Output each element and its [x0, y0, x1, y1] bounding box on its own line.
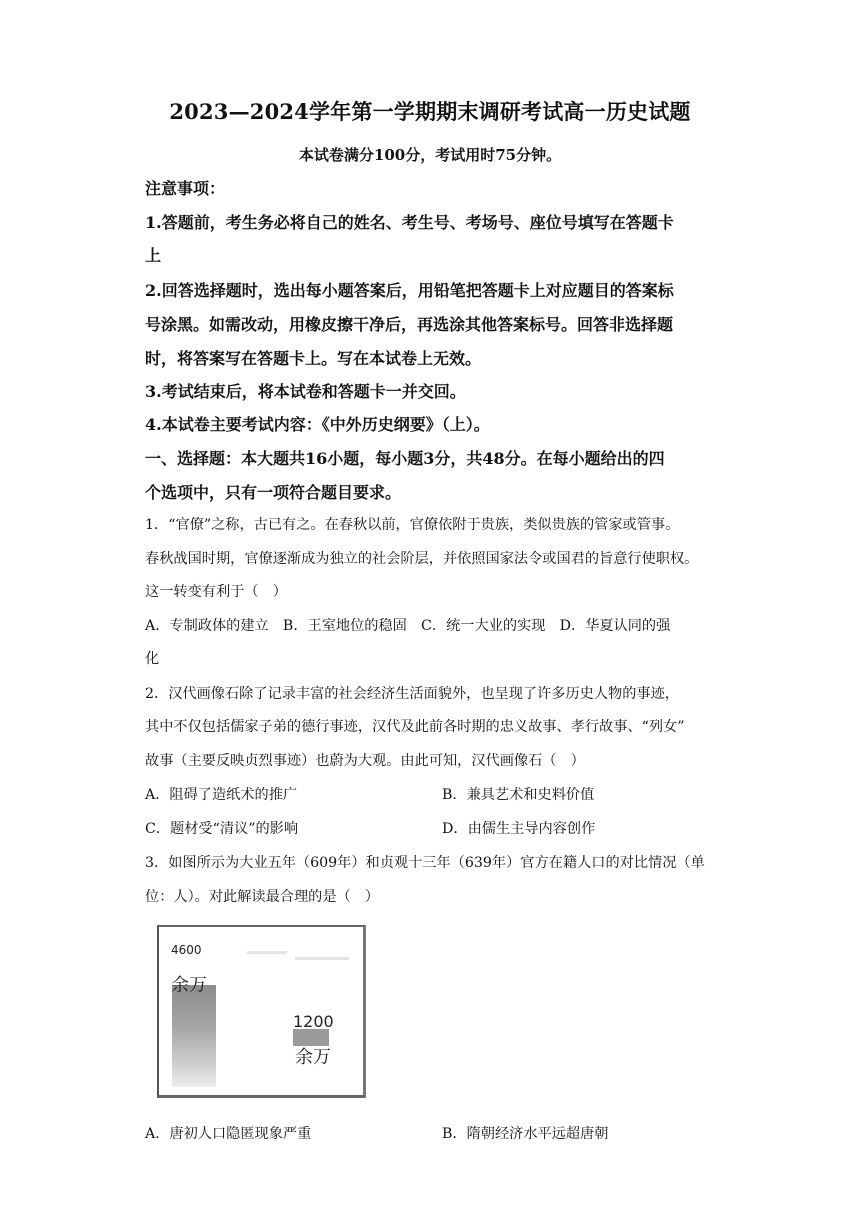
q2-stem-line-1: 2．汉代画像石除了记录丰富的社会经济生活面貌外，也呈现了许多历史人物的事迹， [145, 686, 679, 702]
q1-stem-line-3: 这一转变有利于（ ） [145, 584, 287, 600]
notice-item-3: 3.考试结束后，将本试卷和答题卡一并交回。 [145, 382, 466, 401]
q2-stem-line-2: 其中不仅包括儒家子弟的德行事迹，汉代及此前各时期的忠义故事、孝行故事、“列女” [145, 719, 685, 735]
notice-item-2-wrap-1: 号涂黑。如需改动，用橡皮擦干净后，再选涂其他答案标号。回答非选择题 [145, 315, 674, 334]
q1-options-wrap: 化 [145, 651, 160, 667]
notice-item-2: 2.回答选择题时，选出每小题答案后，用铅笔把答题卡上对应题目的答案标 [145, 281, 674, 300]
q1-stem-line-1: 1．“官僚”之称，古已有之。在春秋以前，官僚依附于贵族，类似贵族的管家或管事。 [145, 517, 680, 533]
faded-scan-mark [295, 957, 349, 960]
q2-option-b: B．兼具艺术和史料价值 [442, 787, 595, 803]
q3-stem-line-2: 位：人）。对此解读最合理的是（ ） [145, 889, 380, 905]
q3-stem-line-1: 3．如图所示为大业五年（609年）和贞观十三年（639年）官方在籍人口的对比情况（单 [145, 855, 705, 871]
bar-609-value: 4600 [171, 943, 202, 957]
notice-item-1: 1.答题前，考生务必将自己的姓名、考生号、考场号、座位号填写在答题卡 [145, 213, 674, 232]
q2-option-c: C．题材受“清议”的影响 [145, 821, 299, 837]
population-bar-chart [157, 925, 363, 1097]
faded-scan-mark [247, 951, 287, 954]
notice-item-4: 4.本试卷主要考试内容：《中外历史纲要》（上）。 [145, 415, 490, 434]
q2-option-d: D．由儒生主导内容创作 [442, 821, 596, 837]
q1-options: A．专制政体的建立 B．王室地位的稳固 C．统一大业的实现 D．华夏认同的强 [145, 618, 671, 634]
bar-639-unit: 余万 [295, 1047, 331, 1068]
q3-option-a: A．唐初人口隐匿现象严重 [145, 1126, 312, 1142]
section-heading: 一、选择题：本大题共16小题，每小题3分，共48分。在每小题给出的四 [145, 449, 665, 468]
q1-stem-line-2: 春秋战国时期，官僚逐渐成为独立的社会阶层，并依照国家法令或国君的旨意行使职权。 [145, 551, 699, 567]
bar-609-unit: 余万 [171, 975, 207, 996]
q3-option-b: B．隋朝经济水平远超唐朝 [442, 1126, 609, 1142]
q2-option-a: A．阻碍了造纸术的推广 [145, 787, 298, 803]
section-heading-wrap: 个选项中，只有一项符合题目要求。 [145, 483, 402, 502]
exam-title: 2023—2024学年第一学期期末调研考试高一历史试题 [169, 99, 691, 124]
bar-609 [172, 985, 216, 1087]
notice-item-1-wrap: 上 [145, 246, 162, 265]
exam-subtitle: 本试卷满分100分，考试用时75分钟。 [298, 146, 562, 164]
bar-639-value: 1200 [293, 1012, 334, 1031]
q2-stem-line-3: 故事（主要反映贞烈事迹）也蔚为大观。由此可知，汉代画像石（ ） [145, 753, 585, 769]
notice-heading: 注意事项： [145, 179, 226, 198]
notice-item-2-wrap-2: 时，将答案写在答题卡上。写在本试卷上无效。 [145, 349, 482, 368]
